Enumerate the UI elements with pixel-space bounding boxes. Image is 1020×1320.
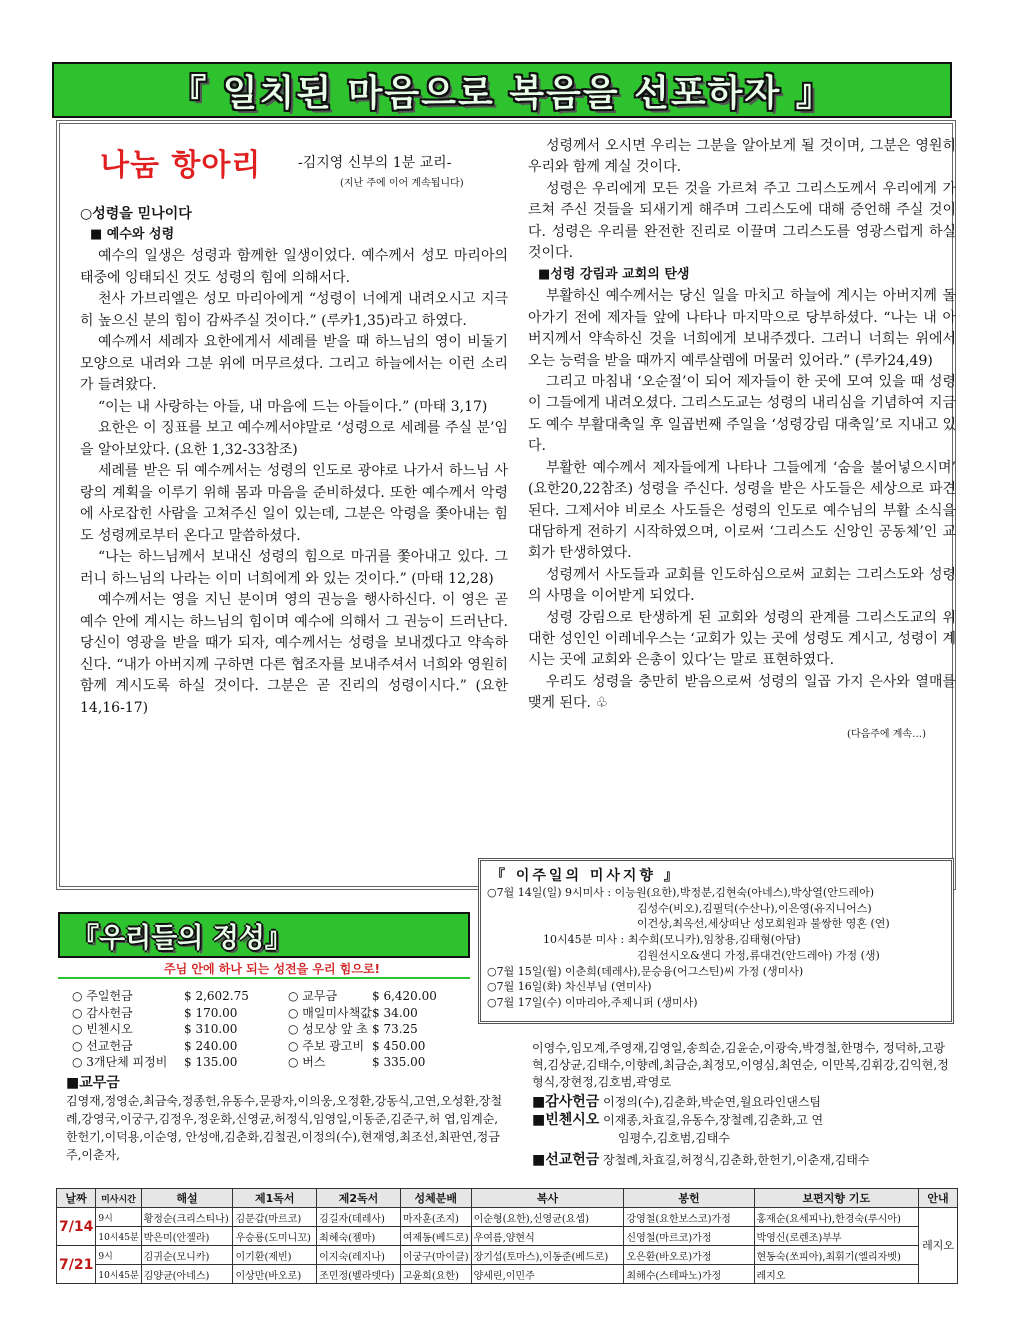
table-row <box>57 1246 958 1265</box>
table-cell: 김귀순(모니카) <box>141 1246 233 1265</box>
paragraph: 성령은 우리에게 모든 것을 가르쳐 주고 그리스도께서 우리에게 가르쳐 주신 것들을 되새기게 해주며 그리스도에 대해 증언해 주실 것이다. 성령은 우리를 완전한 진리로 이끌며 그리스도를 영광스럽게 하실 것이다. <box>528 180 956 262</box>
paragraph: 부활하신 예수께서는 당신 일을 마치고 하늘에 계시는 아버지께 돌아가기 전에 제자들 앞에 나타나 마지막으로 당부하셨다. “나는 내 아버지께서 약속하신 것을 너희에게 보내주겠다. 그러니 너희는 위에서 오는 능력을 받을 때까지 예루살렘에 머물러 있어라.” (루카24,49) <box>528 288 956 369</box>
table-cell: 장기섭(토마스),이동준(베드로) <box>471 1246 624 1265</box>
table-row <box>57 1208 958 1227</box>
paragraph: 요한은 이 징표를 보고 예수께서야말로 ‘성령으로 세례를 주실 분’임을 알아보았다. (요한 1,32-33참조) <box>80 420 508 458</box>
gyomugeum-label: ■교무금 <box>66 1075 120 1091</box>
column-title: 나눔 항아리 <box>100 148 262 183</box>
table-cell: 고윤희(요한) <box>400 1265 471 1284</box>
table-cell: 우승룡(도미니꼬) <box>233 1227 317 1246</box>
mass-line: 이건상,최옥선,세상떠난 성모회원과 불쌍한 영혼 (연) <box>637 917 890 931</box>
mass-line: 김성수(비오),김필덕(수산나),이은영(유지니어스) <box>637 901 872 915</box>
offering-amount: $ 34.00 <box>372 1005 418 1020</box>
col-header: 해설 <box>141 1189 233 1208</box>
time-cell: 9시 <box>96 1246 141 1265</box>
offering-amount: $ 2,602.75 <box>184 989 249 1003</box>
offerings-divider <box>58 977 470 979</box>
gyomugeum-section <box>66 1074 506 1164</box>
col-header: 미사시간 <box>96 1189 141 1208</box>
offering-amount: $ 135.00 <box>184 1055 238 1069</box>
offering-amount: $ 6,420.00 <box>372 989 437 1003</box>
usher-cell: 레지오 <box>919 1208 958 1284</box>
offering-label: ○ 버스 <box>288 1055 326 1069</box>
mission-names: 장철례,차효길,허정식,김춘화,한헌기,이춘재,김태수 <box>603 1153 870 1167</box>
catechism-right-column <box>528 136 956 740</box>
offering-label: ○ 감사헌금 <box>72 1005 133 1020</box>
mass-line: 10시45분 미사 : 최수희(모니카),임창용,김태형(아담) <box>543 933 801 947</box>
subsection-heading-2: ■성령 강림과 교회의 탄생 <box>538 267 690 283</box>
top-banner <box>52 62 952 118</box>
paragraph: 그리고 마침내 ‘오순절’이 되어 제자들이 한 곳에 모여 있을 때 성령이 그들에게 내려오셨다. 그리스도교는 성령의 내리심을 기념하여 지금도 예수 부활대축일 후 일곱번째 주일을 ‘성령강림 대축일’로 지내고 있다. <box>528 374 956 455</box>
thanks-donors <box>532 1093 952 1111</box>
col-header: 복사 <box>471 1189 624 1208</box>
offering-label: ○ 교무금 <box>288 989 338 1003</box>
table-row <box>57 1265 958 1284</box>
col-header: 제2독서 <box>317 1189 401 1208</box>
time-cell: 9시 <box>96 1208 141 1227</box>
paragraph: “이는 내 사랑하는 아들, 내 마음에 드는 아들이다.” (마태 3,17) <box>98 398 488 415</box>
offering-row <box>72 1038 472 1055</box>
table-cell: 박영신(로렌조)부부 <box>754 1227 919 1246</box>
table-cell: 우여름,양현식 <box>471 1227 624 1246</box>
date-cell: 7/14 <box>57 1208 96 1246</box>
column-byline: -김지영 신부의 1분 교리- <box>298 155 452 171</box>
offering-label: ○ 성모상 앞 초 <box>288 1022 368 1036</box>
offering-row <box>72 1054 472 1071</box>
table-cell: 양세린,이민주 <box>471 1265 624 1284</box>
paragraph: 성령께서 사도들과 교회를 인도하심으로써 교회는 그리스도와 성령의 사명을 이어받게 되었다. <box>528 566 956 605</box>
offering-label: ○ 선교헌금 <box>72 1038 133 1053</box>
time-cell: 10시45분 <box>96 1227 141 1246</box>
vincent-names: 이재종,차효길,유동수,장철례,김춘화,고 연 <box>603 1113 824 1127</box>
table-cell: 이지숙(레지나) <box>317 1246 401 1265</box>
mass-line: ○7월 16일(화) 차신부님 (연미사) <box>487 980 652 994</box>
table-cell: 김양균(아네스) <box>141 1265 233 1284</box>
vincent-donors <box>532 1111 952 1129</box>
table-cell: 강영철(요한보스코)가정 <box>624 1208 754 1227</box>
col-header: 봉헌 <box>624 1189 754 1208</box>
mass-intentions-box <box>478 858 954 1024</box>
col-header: 제1독서 <box>233 1189 317 1208</box>
offering-label: ○ 주보 광고비 <box>288 1038 365 1053</box>
table-header-row <box>57 1189 958 1208</box>
paragraph: 예수께서는 영을 지닌 분이며 영의 권능을 행사하신다. 이 영은 곧 예수 안에 계시는 하느님의 힘이며 예수에 의해서 그 권능이 드러난다. 당신이 영광을 받을 때가 되자, 예수께서는 성령을 보내겠다고 약속하신다. “내가 아버지께 구하면 다른 협조자를 보내주셔서 너희와 영원히 함께 계시도록 하실 것이다. 그분은 곧 진리의 성령이시다.” (요한 14,16-17) <box>80 592 508 716</box>
offering-amount: $ 310.00 <box>184 1022 238 1036</box>
paragraph: 부활한 예수께서 제자들에게 나타나 그들에게 ‘숨을 불어넣으시며’ (요한20,22참조) 성령을 주신다. 성령을 받은 사도들은 세상으로 파견된다. 그제서야 비로소 사도들은 성령의 인도로 예수님의 부활 소식을 대담하게 전하기 시작하였으며, 이로써 ‘그리스도 신앙인 공동체’인 교회가 탄생하였다. <box>528 459 956 562</box>
table-cell: 김문갑(마르코) <box>233 1208 317 1227</box>
offering-row <box>72 988 472 1005</box>
table-cell: 최혜숙(젬마) <box>317 1227 401 1246</box>
mass-intentions-title: 『 이주일의 미사지향 』 <box>491 868 681 884</box>
table-cell: 박은미(안젤라) <box>141 1227 233 1246</box>
table-cell: 레지오 <box>754 1265 919 1284</box>
col-header: 보편지향 기도 <box>754 1189 919 1208</box>
thanks-label: ■감사헌금 <box>532 1094 600 1110</box>
mission-label: ■선교헌금 <box>532 1152 600 1168</box>
table-cell: 홍재순(요세피나),한경숙(루시아) <box>754 1208 919 1227</box>
col-header: 날짜 <box>57 1189 96 1208</box>
paragraph: 천사 가브리엘은 성모 마리아에게 “성령이 너에게 내려오시고 지극히 높으신 분의 힘이 감싸주실 것이다.” (루카1,35)라고 하였다. <box>80 291 508 329</box>
time-cell: 10시45분 <box>96 1265 141 1284</box>
offering-label: ○ 주일헌금 <box>72 989 133 1003</box>
offering-label: ○ 3개단체 피정비 <box>72 1055 168 1069</box>
paragraph: 성령 강림으로 탄생하게 된 교회와 성령의 관계를 그리스도교의 위대한 성인인 이레네우스는 ‘교회가 있는 곳에 성령도 계시고, 성령이 계시는 곳에 교회와 은총이 있다’는 말로 표현하였다. <box>528 609 956 669</box>
mass-line: 김원선시오&샌디 가정,류대건(안드레아) 가정 (생) <box>637 948 880 962</box>
mission-donors <box>532 1151 952 1169</box>
offerings-subtitle: 주님 안에 하나 되는 성전을 우리 힘으로! <box>164 962 381 976</box>
duty-roster-table <box>56 1188 958 1284</box>
vincent-label: ■빈첸시오 <box>532 1112 600 1128</box>
section-heading: ○성령을 믿나이다 <box>80 206 192 222</box>
table-row <box>57 1227 958 1246</box>
table-cell: 최해수(스테파노)가정 <box>624 1265 754 1284</box>
table-cell: 황정순(크리스티나) <box>141 1208 233 1227</box>
paragraph: 예수의 일생은 성령과 함께한 일생이었다. 예수께서 성모 마리아의 태중에 잉태되신 것도 성령의 힘에 의해서다. <box>80 248 508 286</box>
table-cell: 김길자(데레사) <box>317 1208 401 1227</box>
table-cell: 이궁구(마이클) <box>400 1246 471 1265</box>
offering-amount: $ 73.25 <box>372 1022 418 1036</box>
catechism-left-column <box>80 140 508 719</box>
paragraph: 예수께서 세례자 요한에게서 세례를 받을 때 하느님의 영이 비둘기 모양으로 내려와 그분 위에 머무르셨다. 그리고 하늘에서는 이런 소리가 들려왔다. <box>80 334 508 393</box>
table-cell: 조민정(벨라뎃다) <box>317 1265 401 1284</box>
paragraph: “나는 하느님께서 보내신 성령의 힘으로 마귀를 쫓아내고 있다. 그러니 하느님의 나라는 이미 너희에게 와 있는 것이다.” (마태 12,28) <box>80 549 508 587</box>
table-cell: 이순형(요한),신영균(요셉) <box>471 1208 624 1227</box>
offering-amount: $ 450.00 <box>372 1038 426 1053</box>
offering-totals <box>72 988 472 1071</box>
offering-amount: $ 240.00 <box>184 1038 238 1053</box>
vincent-names-2: 임평수,김호범,김태수 <box>618 1131 730 1145</box>
thanks-names: 이정의(수),김춘화,박순연,월요라인댄스팀 <box>603 1095 822 1109</box>
table-cell: 마자훈(조지) <box>400 1208 471 1227</box>
offerings-title: 『우리들의 정성』 <box>72 922 292 954</box>
gyomugeum-names: 김영재,정영순,최금숙,정종헌,유동수,문광자,이의웅,오정환,강동식,고연,오성환,장철례,강영국,이궁구,김정우,정운화,신영균,허정식,임영일,이동준,김준구,허 엽,임계순,한헌기,이덕용,이순영, 안성애,김춘화,김철권,이정의(수),현재영,최조선,최판연,정금주,이춘자, <box>66 1094 503 1162</box>
donor-names-right <box>532 1040 952 1169</box>
offerings-header <box>58 912 470 958</box>
to-be-continued: (다음주에 계속…) <box>847 728 926 740</box>
paragraph: 우리도 성령을 충만히 받음으로써 성령의 일곱 가지 은사와 열매를 맺게 된다. ♧ <box>528 673 956 712</box>
table-cell: 여제동(베드로) <box>400 1227 471 1246</box>
table-cell: 이기환(제빈) <box>233 1246 317 1265</box>
offering-label: ○ 빈첸시오 <box>72 1022 133 1036</box>
table-cell: 오은환(바오로)가정 <box>624 1246 754 1265</box>
paragraph: 세례를 받은 뒤 예수께서는 성령의 인도로 광야로 나가서 하느님 사랑의 계획을 이루기 위해 몸과 마음을 준비하셨다. 또한 예수께서 악령에 사로잡힌 사람을 고쳐주신 일이 있는데, 그분은 악령을 쫓아내는 힘도 성령께로부터 온다고 말씀하셨다. <box>80 463 508 544</box>
offering-label: ○ 매일미사책값 <box>288 1005 372 1020</box>
offering-row <box>72 1021 472 1038</box>
gyomugeum-names-cont: 이영수,임모계,주영재,김영일,송희순,김윤순,이광숙,박경철,한명수, 정덕하,고광혁,김상균,김태수,이향례,최금순,최정모,이영심,최연순, 이만복,김휘강,김익현,정형식,장현정,김호범,곽영로 <box>532 1041 949 1089</box>
mass-line: ○7월 15일(월) 이춘희(데레사),문승융(어그스틴)씨 가정 (생미사) <box>487 964 804 978</box>
mass-line: ○7월 17일(수) 이마리아,주제니퍼 (생미사) <box>487 995 698 1009</box>
col-header: 안내 <box>919 1189 958 1208</box>
col-header: 성체분배 <box>400 1189 471 1208</box>
date-cell: 7/21 <box>57 1246 96 1284</box>
offering-amount: $ 170.00 <box>184 1005 238 1020</box>
continued-note: (지난 주에 이어 계속됩니다) <box>340 178 464 189</box>
table-cell: 이상만(바오로) <box>233 1265 317 1284</box>
table-cell: 신영철(마르코)가정 <box>624 1227 754 1246</box>
banner-title: 『 일치된 마음으로 복음을 선포하자 』 <box>170 72 834 114</box>
column-header <box>80 140 508 196</box>
offering-row <box>72 1005 472 1022</box>
offering-amount: $ 335.00 <box>372 1055 426 1069</box>
mass-line: ○7월 14일(일) 9시미사 : 이능원(요한),박정분,김현숙(아네스),박상열(안드레아) <box>487 886 875 899</box>
subsection-heading-1: ■ 예수와 성령 <box>90 227 175 242</box>
paragraph: 성령께서 오시면 우리는 그분을 알아보게 될 것이며, 그분은 영원히 우리와 함께 계실 것이다. <box>528 138 956 176</box>
table-cell: 현동숙(쏘피아),최휘기(엘리자벳) <box>754 1246 919 1265</box>
